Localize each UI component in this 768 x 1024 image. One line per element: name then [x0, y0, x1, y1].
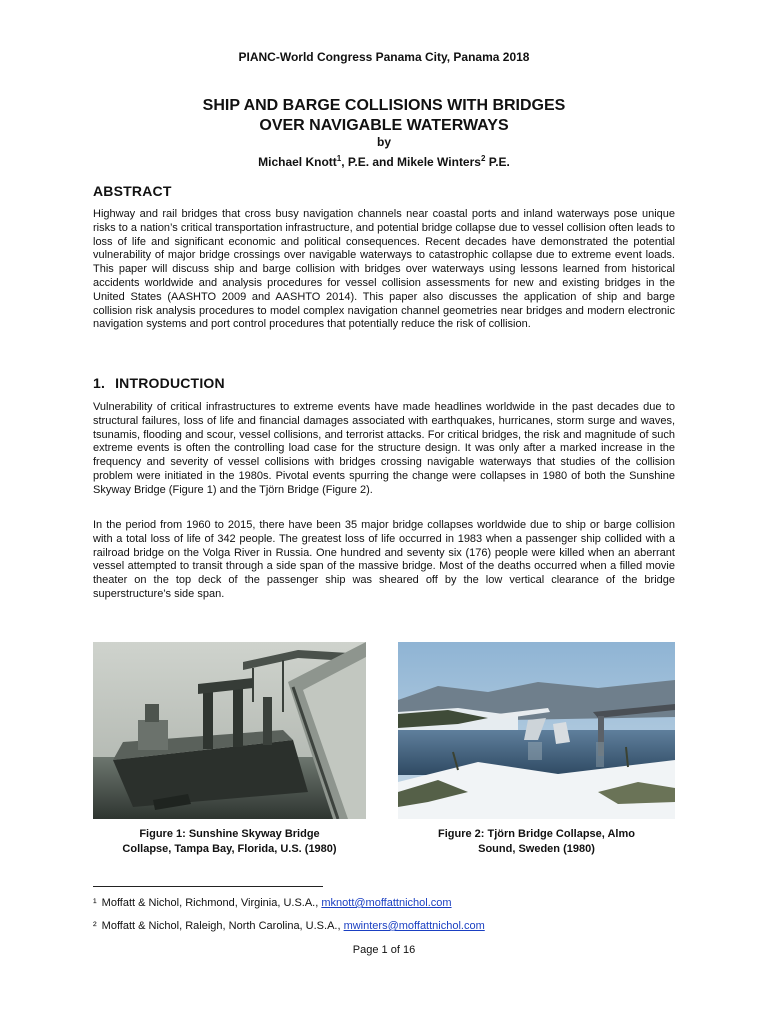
footnote-1-mark: ¹: [93, 897, 97, 909]
author-line-tail: P.E.: [485, 155, 510, 169]
footnote-divider: [93, 886, 323, 887]
introduction-paragraph-1: Vulnerability of critical infrastructures to extreme events have made headlines worldwide in the past decades due to structural failures, loss of life and financial damages associated with earthquakes, hurricanes, storm surge and waves, tsunamis, flooding and scour, vessel collisions, and terrorist attacks. For critical bridges, the risk and magnitude of such extreme events is often the controlling load case for the structure design. It was only after a marked increase in the frequency and severity of vessel collisions with bridges crossing navigable waterways that studies of the collision problem were initiated in the 1980s. Pivotal events spurring the change were collapses in 1980 of both the Sunshine Skyway Bridge (Figure 1) and the Tjörn Bridge (Figure 2).: [93, 401, 675, 496]
footnote-2-text: Moffatt & Nichol, Raleigh, North Carolina, U.S.A.,: [101, 920, 344, 932]
title-line-2: OVER NAVIGABLE WATERWAYS: [259, 117, 509, 134]
author-1-footnote-mark: 1: [336, 154, 342, 163]
figure-1-caption: [93, 827, 366, 857]
footnote-1-text: Moffatt & Nichol, Richmond, Virginia, U.S.A.,: [101, 897, 322, 909]
tjorn-bridge-photo: [398, 642, 675, 819]
author-2-footnote-mark: 2: [480, 154, 486, 163]
figure-2-caption-line-1: Figure 2: Tjörn Bridge Collapse, Almo: [437, 828, 635, 840]
figure-2-caption: [398, 827, 675, 857]
introduction-heading: [93, 375, 225, 391]
figure-1-image: [93, 642, 366, 819]
footnote-1: [93, 896, 452, 910]
introduction-paragraph-2: In the period from 1960 to 2015, there have been 35 major bridge collapses worldwide due to ship or barge collision with a total loss of life of 342 people. The greatest loss of life occurred in 1983 when a passenger ship collided with a railroad bridge on the Volga River in Russia. One hundred and seventy six (176) people were killed when an aberrant vessel attempted to transit through a side span of the massive bridge. Most of the deaths occurred when a filled movie theater on the top deck of the passenger ship was sheared off by the low vertical clearance of the bridge superstructure’s side span.: [93, 519, 675, 600]
abstract-text: Highway and rail bridges that cross busy navigation channels near coastal ports and inland waterways pose unique risks to a nation’s critical transportation infrastructure, and potential bridge collapse due to vessel collision often leads to loss of life and significant economic and political consequences. Recent decades have demonstrated the potential vulnerability of major bridge crossings over navigable waterways to catastrophic collapse due to extreme event loads. This paper will discuss ship and barge collision with bridges over waterways using lessons learned from historical accidents worldwide and analysis procedures for vessel collision assessments for new and existing bridges in the United States (AASHTO 2009 and AASHTO 2014). This paper also discusses the application of ship and barge collision risk analysis procedures to model complex navigation channel geometries near bridges and modern electronic navigation systems and port control procedures that potentially reduce the risk of collision.: [93, 208, 675, 331]
sunshine-skyway-photo: [93, 642, 366, 819]
section-number: 1.: [93, 375, 106, 391]
figure-2-caption-line-2: Sound, Sweden (1980): [478, 843, 595, 855]
title-line-1: SHIP AND BARGE COLLISIONS WITH BRIDGES: [202, 97, 566, 114]
abstract-heading: ABSTRACT: [93, 183, 172, 199]
author-line: [0, 154, 768, 169]
author-1-name: Michael Knott: [258, 155, 337, 169]
footnote-1-email-link[interactable]: mknott@moffattnichol.com: [321, 897, 452, 909]
figure-1-caption-line-1: Figure 1: Sunshine Skyway Bridge: [139, 828, 320, 840]
figure-1-caption-line-2: Collapse, Tampa Bay, Florida, U.S. (1980): [122, 843, 337, 855]
paper-title: [0, 96, 768, 136]
conference-header: PIANC-World Congress Panama City, Panama 2018: [238, 50, 530, 64]
footnote-2: [93, 919, 485, 933]
section-title: INTRODUCTION: [115, 375, 225, 391]
figure-2-image: [398, 642, 675, 819]
author-line-middle: , P.E. and Mikele Winters: [341, 155, 481, 169]
footnote-2-email-link[interactable]: mwinters@moffattnichol.com: [343, 920, 485, 932]
page-number: Page 1 of 16: [352, 944, 416, 956]
by-line: by: [376, 135, 391, 149]
footnote-2-mark: ²: [93, 920, 97, 932]
